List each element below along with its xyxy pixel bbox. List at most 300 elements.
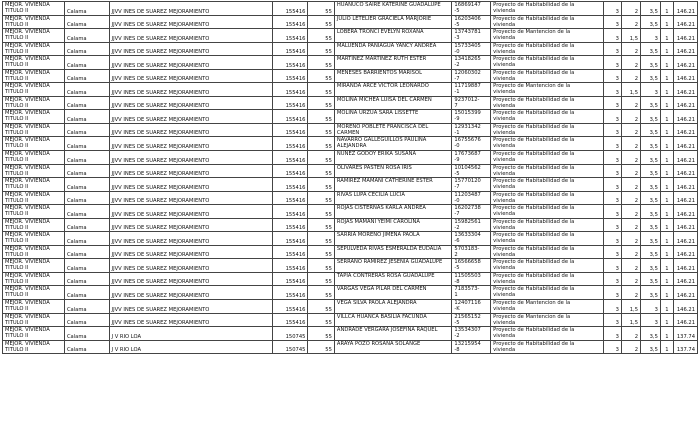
project-line: Proyecto de Habitabilidad de la: [493, 218, 575, 225]
group-cell: JJVV INES DE SUAREZ MEJORAMIENTO: [109, 151, 273, 165]
group-cell: J V RIO LOA: [109, 327, 273, 341]
program-line: TÍTULO II: [5, 35, 29, 42]
value-d-cell: 1: [660, 110, 673, 124]
project-line: Proyecto de Habitabilidad de la: [493, 232, 575, 239]
value-b-cell: 2: [621, 110, 640, 124]
program-cell: [3, 191, 65, 205]
program-line: MEJOR. VIVIENDA: [5, 232, 50, 239]
project-cell: [491, 272, 604, 286]
table-row: [3, 83, 698, 97]
rut-line: -3: [454, 35, 460, 42]
value-c-cell: 3,5: [641, 191, 661, 205]
rut-cell: [452, 96, 491, 110]
table-row: [3, 151, 698, 165]
group-cell: JJVV INES DE SUAREZ MEJORAMIENTO: [109, 300, 273, 314]
name-cell: ARAYA POZO ROSANA SOLANGE: [334, 340, 452, 354]
project-line: Proyecto de Habitabilidad de la: [493, 151, 575, 158]
number-cell: 55: [308, 300, 334, 314]
comuna-cell: Calama: [64, 29, 109, 43]
name-cell: LOBERA TRONCI EVELYN ROXANA: [334, 29, 452, 43]
code-cell: 155416: [273, 191, 308, 205]
project-cell: [491, 245, 604, 259]
rut-line: -1: [454, 89, 460, 96]
code-cell: 150745: [273, 327, 308, 341]
project-cell: [491, 178, 604, 192]
amount-cell: 146.21: [674, 69, 698, 83]
rut-line: 15770120: [454, 178, 481, 185]
program-cell: [3, 300, 65, 314]
program-line: TÍTULO II: [5, 184, 29, 191]
project-line: Proyecto de Habitabilidad de la: [493, 2, 575, 8]
name-cell: MORENO POBLETE FRANCISCA DEL CARMEN: [334, 123, 452, 137]
name-cell: SARRIA MORENO JIMENA PAOLA: [334, 232, 452, 246]
rut-cell: [452, 29, 491, 43]
comuna-cell: Calama: [64, 2, 109, 16]
rut-line: 15982561: [454, 218, 481, 225]
value-b-cell: 2: [621, 286, 640, 300]
code-cell: 155416: [273, 218, 308, 232]
amount-cell: 137.74: [674, 327, 698, 341]
value-c-cell: 3,5: [641, 110, 661, 124]
program-cell: [3, 110, 65, 124]
value-d-cell: 1: [660, 151, 673, 165]
amount-cell: 146.21: [674, 42, 698, 56]
value-c-cell: 3,5: [641, 245, 661, 259]
table-body: [3, 2, 698, 354]
value-c-cell: 3,5: [641, 151, 661, 165]
program-line: TÍTULO II: [5, 157, 29, 164]
value-a-cell: 3: [603, 191, 621, 205]
table-row: [3, 69, 698, 83]
name-cell: ROJAS MAMANI YEIMI CAROLINA: [334, 218, 452, 232]
program-line: TÍTULO II: [5, 116, 29, 123]
program-cell: [3, 272, 65, 286]
rut-line: 15733405: [454, 42, 481, 49]
table-row: [3, 286, 698, 300]
value-b-cell: 2: [621, 340, 640, 354]
group-cell: JJVV INES DE SUAREZ MEJORAMIENTO: [109, 2, 273, 16]
group-cell: JJVV INES DE SUAREZ MEJORAMIENTO: [109, 96, 273, 110]
amount-cell: 146.21: [674, 96, 698, 110]
program-cell: [3, 286, 65, 300]
comuna-cell: Calama: [64, 272, 109, 286]
value-a-cell: 3: [603, 178, 621, 192]
project-line: Proyecto de Habitabilidad de la: [493, 56, 575, 63]
table-row: [3, 245, 698, 259]
program-line: MEJOR. VIVIENDA: [5, 29, 50, 36]
rut-cell: [452, 137, 491, 151]
program-line: MEJOR. VIVIENDA: [5, 15, 50, 22]
project-cell: [491, 300, 604, 314]
program-line: MEJOR. VIVIENDA: [5, 178, 50, 185]
comuna-cell: Calama: [64, 137, 109, 151]
rut-line: -5: [454, 170, 460, 177]
program-line: TÍTULO II: [5, 170, 29, 177]
comuna-cell: Calama: [64, 151, 109, 165]
value-d-cell: 1: [660, 178, 673, 192]
program-cell: [3, 56, 65, 70]
value-a-cell: 3: [603, 300, 621, 314]
name-cell: VEGA SILVA PAOLA ALEJANDRA: [334, 300, 452, 314]
comuna-cell: Calama: [64, 327, 109, 341]
amount-cell: 146.21: [674, 56, 698, 70]
value-d-cell: 1: [660, 218, 673, 232]
rut-line: 7: [454, 102, 458, 109]
program-line: TÍTULO II: [5, 62, 29, 69]
project-line: vivienda: [493, 48, 516, 55]
program-cell: [3, 15, 65, 29]
name-cell: SEPÚLVEDA RIVAS ESMERALDA EUDALIA: [334, 245, 452, 259]
group-cell: J V RIO LOA: [109, 340, 273, 354]
comuna-cell: Calama: [64, 15, 109, 29]
table-row: [3, 205, 698, 219]
value-b-cell: 1,5: [621, 300, 640, 314]
value-c-cell: 3,5: [641, 96, 661, 110]
comuna-cell: Calama: [64, 300, 109, 314]
value-a-cell: 3: [603, 137, 621, 151]
program-cell: [3, 178, 65, 192]
rut-line: 2: [454, 251, 458, 258]
program-line: TÍTULO II: [5, 143, 29, 150]
value-c-cell: 3,5: [641, 164, 661, 178]
group-cell: JJVV INES DE SUAREZ MEJORAMIENTO: [109, 205, 273, 219]
program-line: MEJOR. VIVIENDA: [5, 245, 50, 252]
value-a-cell: 3: [603, 96, 621, 110]
project-line: vivienda: [493, 89, 516, 96]
project-line: vivienda: [493, 278, 516, 285]
value-a-cell: 3: [603, 313, 621, 327]
value-c-cell: 3,5: [641, 56, 661, 70]
project-line: Proyecto de Habitabilidad de la: [493, 69, 575, 76]
number-cell: 55: [308, 42, 334, 56]
name-cell: HUANUCO SAIRE KATERINE GUADALUPE: [334, 2, 452, 16]
project-line: Proyecto de Habitabilidad de la: [493, 164, 575, 171]
project-line: Proyecto de Habitabilidad de la: [493, 15, 575, 22]
amount-cell: 146.21: [674, 83, 698, 97]
project-line: Proyecto de Mantencion de la: [493, 300, 571, 307]
value-a-cell: 3: [603, 218, 621, 232]
project-line: vivienda: [493, 346, 516, 353]
project-line: vivienda: [493, 251, 516, 258]
program-cell: [3, 164, 65, 178]
value-a-cell: 3: [603, 327, 621, 341]
program-cell: [3, 218, 65, 232]
project-line: vivienda: [493, 184, 516, 191]
code-cell: 155416: [273, 245, 308, 259]
rut-cell: [452, 300, 491, 314]
value-a-cell: 3: [603, 232, 621, 246]
amount-cell: 146.21: [674, 232, 698, 246]
code-cell: 155416: [273, 205, 308, 219]
value-d-cell: 1: [660, 232, 673, 246]
comuna-cell: Calama: [64, 96, 109, 110]
program-line: MEJOR. VIVIENDA: [5, 218, 50, 225]
amount-cell: 146.21: [674, 313, 698, 327]
program-cell: [3, 29, 65, 43]
name-cell: ANDRADE VERGARA JOSEFINA RAQUEL: [334, 327, 452, 341]
rut-line: 16202738: [454, 205, 481, 212]
value-b-cell: 2: [621, 56, 640, 70]
code-cell: 155416: [273, 178, 308, 192]
number-cell: 55: [308, 286, 334, 300]
comuna-cell: Calama: [64, 313, 109, 327]
project-line: vivienda: [493, 129, 516, 136]
number-cell: 55: [308, 259, 334, 273]
value-b-cell: 2: [621, 259, 640, 273]
program-cell: [3, 2, 65, 16]
value-c-cell: 3,5: [641, 178, 661, 192]
rut-line: -0: [454, 48, 460, 55]
rut-cell: [452, 178, 491, 192]
value-a-cell: 3: [603, 83, 621, 97]
value-d-cell: 1: [660, 69, 673, 83]
project-line: vivienda: [493, 116, 516, 123]
value-b-cell: 2: [621, 96, 640, 110]
project-line: Proyecto de Habitabilidad de la: [493, 205, 575, 212]
table-row: [3, 137, 698, 151]
amount-cell: 146.21: [674, 245, 698, 259]
rut-cell: [452, 164, 491, 178]
value-c-cell: 3,5: [641, 205, 661, 219]
comuna-cell: Calama: [64, 164, 109, 178]
program-line: TÍTULO II: [5, 292, 29, 299]
program-line: TÍTULO II: [5, 333, 29, 340]
comuna-cell: Calama: [64, 286, 109, 300]
table-row: [3, 15, 698, 29]
code-cell: 155416: [273, 56, 308, 70]
project-cell: [491, 123, 604, 137]
code-cell: 155416: [273, 110, 308, 124]
code-cell: 155416: [273, 151, 308, 165]
rut-line: 12060302: [454, 69, 481, 76]
rut-line: 13633304: [454, 232, 481, 239]
value-d-cell: 1: [660, 259, 673, 273]
rut-line: 13534307: [454, 327, 481, 334]
value-a-cell: 3: [603, 286, 621, 300]
rut-line: -0: [454, 143, 460, 150]
value-b-cell: 1,5: [621, 313, 640, 327]
program-line: TÍTULO II: [5, 306, 29, 313]
program-cell: [3, 83, 65, 97]
amount-cell: 146.21: [674, 110, 698, 124]
comuna-cell: Calama: [64, 123, 109, 137]
rut-line: 1: [454, 292, 458, 299]
rut-line: -9: [454, 116, 460, 123]
value-a-cell: 3: [603, 340, 621, 354]
project-cell: [491, 205, 604, 219]
project-line: vivienda: [493, 62, 516, 69]
value-d-cell: 1: [660, 123, 673, 137]
project-line: Proyecto de Habitabilidad de la: [493, 340, 575, 347]
project-line: vivienda: [493, 21, 516, 28]
value-a-cell: 3: [603, 272, 621, 286]
program-line: TÍTULO II: [5, 346, 29, 353]
amount-cell: 137.74: [674, 340, 698, 354]
value-d-cell: 1: [660, 56, 673, 70]
project-line: Proyecto de Habitabilidad de la: [493, 42, 575, 49]
program-cell: [3, 259, 65, 273]
rut-cell: [452, 191, 491, 205]
group-cell: JJVV INES DE SUAREZ MEJORAMIENTO: [109, 259, 273, 273]
project-cell: [491, 2, 604, 16]
project-line: vivienda: [493, 102, 516, 109]
table-row: [3, 232, 698, 246]
project-cell: [491, 191, 604, 205]
rut-cell: [452, 56, 491, 70]
comuna-cell: Calama: [64, 191, 109, 205]
value-a-cell: 3: [603, 56, 621, 70]
rut-line: -7: [454, 211, 460, 218]
value-a-cell: 3: [603, 123, 621, 137]
code-cell: 155416: [273, 272, 308, 286]
project-line: vivienda: [493, 319, 516, 326]
rut-cell: [452, 272, 491, 286]
rut-line: 16566658: [454, 259, 481, 266]
rut-line: 16755676: [454, 137, 481, 144]
program-cell: [3, 340, 65, 354]
table-row: [3, 164, 698, 178]
value-b-cell: 2: [621, 123, 640, 137]
amount-cell: 146.21: [674, 286, 698, 300]
program-cell: [3, 313, 65, 327]
project-line: Proyecto de Habitabilidad de la: [493, 327, 575, 334]
project-line: vivienda: [493, 143, 516, 150]
group-cell: JJVV INES DE SUAREZ MEJORAMIENTO: [109, 123, 273, 137]
group-cell: JJVV INES DE SUAREZ MEJORAMIENTO: [109, 245, 273, 259]
value-b-cell: 2: [621, 232, 640, 246]
value-c-cell: 3,5: [641, 42, 661, 56]
code-cell: 155416: [273, 123, 308, 137]
rut-line: -2: [454, 62, 460, 69]
project-line: Proyecto de Habitabilidad de la: [493, 110, 575, 117]
value-c-cell: 3,5: [641, 327, 661, 341]
project-line: vivienda: [493, 35, 516, 42]
value-b-cell: 2: [621, 69, 640, 83]
table-row: [3, 327, 698, 341]
rut-line: -6: [454, 238, 460, 245]
project-cell: [491, 15, 604, 29]
project-line: vivienda: [493, 333, 516, 340]
project-cell: [491, 83, 604, 97]
value-b-cell: 2: [621, 327, 640, 341]
rut-cell: [452, 218, 491, 232]
project-cell: [491, 327, 604, 341]
rut-line: 11719887: [454, 83, 481, 90]
program-line: MEJOR. VIVIENDA: [5, 300, 50, 307]
number-cell: 55: [308, 69, 334, 83]
value-a-cell: 3: [603, 164, 621, 178]
project-line: vivienda: [493, 170, 516, 177]
value-d-cell: 1: [660, 2, 673, 16]
value-c-cell: 3,5: [641, 123, 661, 137]
number-cell: 55: [308, 178, 334, 192]
number-cell: 55: [308, 313, 334, 327]
value-d-cell: 1: [660, 286, 673, 300]
number-cell: 55: [308, 56, 334, 70]
rut-line: -5: [454, 319, 460, 326]
amount-cell: 146.21: [674, 259, 698, 273]
number-cell: 55: [308, 327, 334, 341]
value-a-cell: 3: [603, 69, 621, 83]
program-line: MEJOR. VIVIENDA: [5, 151, 50, 158]
value-c-cell: 3,5: [641, 2, 661, 16]
number-cell: 55: [308, 96, 334, 110]
table-row: [3, 259, 698, 273]
amount-cell: 146.21: [674, 272, 698, 286]
value-b-cell: 1,5: [621, 29, 640, 43]
value-c-cell: 3,5: [641, 259, 661, 273]
group-cell: JJVV INES DE SUAREZ MEJORAMIENTO: [109, 83, 273, 97]
program-line: MEJOR. VIVIENDA: [5, 69, 50, 76]
value-d-cell: 1: [660, 327, 673, 341]
comuna-cell: Calama: [64, 232, 109, 246]
value-d-cell: 1: [660, 29, 673, 43]
project-line: Proyecto de Habitabilidad de la: [493, 272, 575, 279]
value-c-cell: 3,5: [641, 69, 661, 83]
group-cell: JJVV INES DE SUAREZ MEJORAMIENTO: [109, 178, 273, 192]
value-c-cell: 3,5: [641, 15, 661, 29]
project-cell: [491, 69, 604, 83]
table-row: [3, 272, 698, 286]
group-cell: JJVV INES DE SUAREZ MEJORAMIENTO: [109, 69, 273, 83]
rut-line: 13215954: [454, 340, 481, 347]
number-cell: 55: [308, 83, 334, 97]
program-line: TÍTULO II: [5, 238, 29, 245]
number-cell: 55: [308, 123, 334, 137]
number-cell: 55: [308, 15, 334, 29]
rut-cell: [452, 205, 491, 219]
number-cell: 55: [308, 2, 334, 16]
value-d-cell: 1: [660, 15, 673, 29]
rut-line: 16869147: [454, 2, 481, 8]
code-cell: 155416: [273, 300, 308, 314]
group-cell: JJVV INES DE SUAREZ MEJORAMIENTO: [109, 15, 273, 29]
value-c-cell: 3,5: [641, 218, 661, 232]
group-cell: JJVV INES DE SUAREZ MEJORAMIENTO: [109, 218, 273, 232]
group-cell: JJVV INES DE SUAREZ MEJORAMIENTO: [109, 137, 273, 151]
value-c-cell: 3,5: [641, 137, 661, 151]
value-d-cell: 1: [660, 137, 673, 151]
amount-cell: 146.21: [674, 205, 698, 219]
amount-cell: 146.21: [674, 123, 698, 137]
program-line: TÍTULO II: [5, 265, 29, 272]
program-line: MEJOR. VIVIENDA: [5, 327, 50, 334]
project-cell: [491, 42, 604, 56]
number-cell: 55: [308, 151, 334, 165]
program-line: MEJOR. VIVIENDA: [5, 272, 50, 279]
group-cell: JJVV INES DE SUAREZ MEJORAMIENTO: [109, 272, 273, 286]
program-line: TÍTULO II: [5, 129, 29, 136]
group-cell: JJVV INES DE SUAREZ MEJORAMIENTO: [109, 110, 273, 124]
name-cell: NÚÑEZ GODOY ERIKA SUSANA: [334, 151, 452, 165]
group-cell: JJVV INES DE SUAREZ MEJORAMIENTO: [109, 313, 273, 327]
comuna-cell: Calama: [64, 110, 109, 124]
value-b-cell: 2: [621, 272, 640, 286]
program-line: TÍTULO II: [5, 278, 29, 285]
table-row: [3, 340, 698, 354]
program-cell: [3, 205, 65, 219]
project-line: Proyecto de Habitabilidad de la: [493, 123, 575, 130]
value-c-cell: 3: [641, 313, 661, 327]
program-line: TÍTULO II: [5, 197, 29, 204]
value-d-cell: 1: [660, 96, 673, 110]
code-cell: 155416: [273, 232, 308, 246]
number-cell: 55: [308, 137, 334, 151]
amount-cell: 146.21: [674, 15, 698, 29]
table-row: [3, 191, 698, 205]
rut-line: -7: [454, 75, 460, 82]
comuna-cell: Calama: [64, 83, 109, 97]
